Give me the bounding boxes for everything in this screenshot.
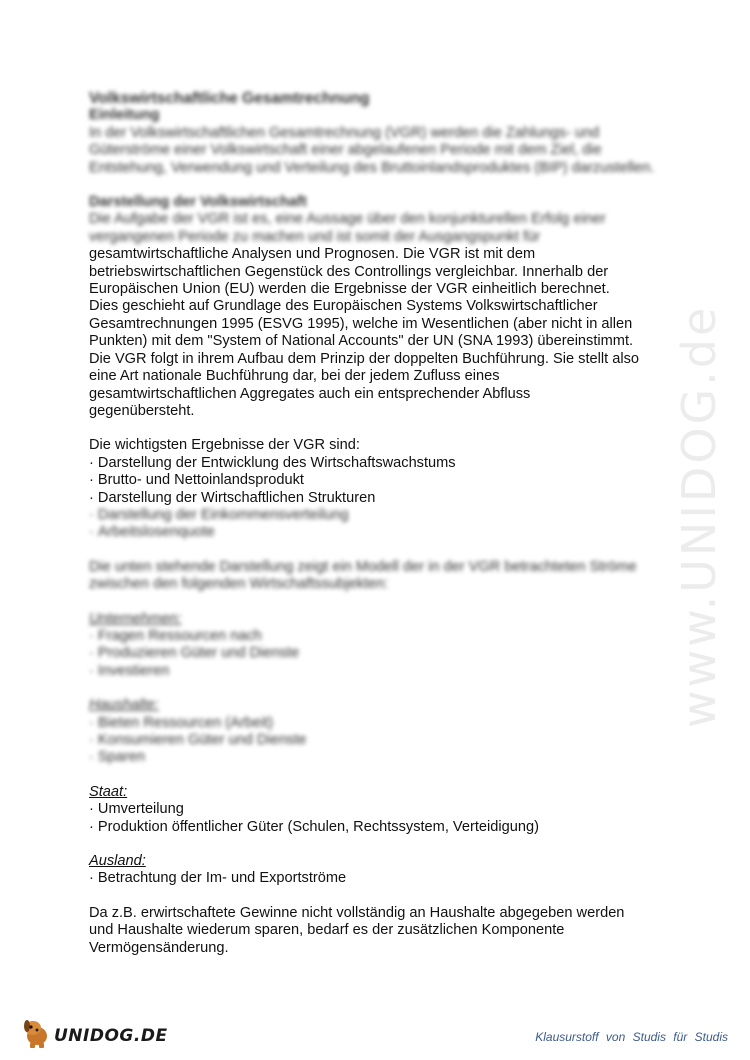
haushalte-item: · Sparen [89, 749, 659, 766]
section-line: eine Art nationale Buchführung dar, bei der jedem Zufluss eines [89, 368, 500, 385]
results-item: · Darstellung der Entwicklung des Wirtschaftswachstums [89, 455, 659, 472]
intro-heading: Einleitung [89, 107, 160, 124]
staat-item: · Produktion öffentlicher Güter (Schulen, Rechtssystem, Verteidigung) [89, 819, 659, 836]
section-text [89, 246, 659, 420]
section-line: Dies geschieht auf Grundlage des Europäischen Systems Volkswirtschaftlicher [89, 298, 598, 315]
intro-text: In der Volkswirtschaftlichen Gesamtrechnung (VGR) werden die Zahlungs- und Güterströme einer Volkswirtschaft einer abgelaufenen Periode mit dem Ziel, die Entstehung, Verwendung und Verteilung des Bruttoinlandsproduktes (BIP) darzustellen. [89, 124, 655, 176]
model-text: Die unten stehende Darstellung zeigt ein Modell der in der VGR betrachteten Ströme zwischen den folgenden Wirtschaftssubjekten: [89, 558, 637, 593]
section-line: Die VGR folgt in ihrem Aufbau dem Prinzip der doppelten Buchführung. Sie stellt also [89, 350, 640, 367]
results-item-blurred: · Arbeitslosenquote [89, 524, 659, 541]
dog-icon [20, 1016, 54, 1050]
results-item-blurred: · Darstellung der Einkommensverteilung [89, 507, 659, 524]
page-title: Volkswirtschaftliche Gesamtrechnung [89, 90, 370, 107]
section-line: Gesamtrechnungen 1995 (ESVG 1995), welche im Wesentlichen (aber nicht in allen [89, 315, 633, 332]
unternehmen-item: · Produzieren Güter und Dienste [89, 645, 659, 662]
closing-line: und Haushalte wiederum sparen, bedarf es der zusätzlichen Komponente [89, 922, 565, 939]
staat-item: · Umverteilung [89, 801, 659, 818]
blurred-lower-block [89, 507, 659, 767]
section-line: gesamtwirtschaftliche Analysen und Prognosen. Die VGR ist mit dem [89, 246, 536, 263]
section-heading: Darstellung der Volkswirtschaft [89, 194, 307, 211]
unternehmen-item: · Fragen Ressourcen nach [89, 628, 659, 645]
haushalte-item: · Konsumieren Güter und Dienste [89, 732, 659, 749]
ausland-item: · Betrachtung der Im- und Exportströme [89, 870, 659, 887]
closing-line: Vermögensänderung. [89, 939, 229, 956]
unidog-logo[interactable] [20, 1016, 168, 1050]
section-blurred-line: Die Aufgabe der VGR ist es, eine Aussage über den konjunkturellen Erfolg einer [89, 211, 606, 228]
section-line: Punkten) mit dem "System of National Accounts" der UN (SNA 1993) übereinstimmt. [89, 333, 634, 350]
document-body [89, 90, 659, 957]
closing-line: Da z.B. erwirtschaftete Gewinne nicht vollständig an Haushalte abgegeben werden [89, 904, 625, 921]
ausland-heading: Ausland: [89, 853, 146, 870]
haushalte-heading: Haushalte: [89, 697, 159, 714]
footer-tagline: Klausurstoff von Studis für Studis [535, 1030, 728, 1044]
section-line: gegenübersteht. [89, 402, 195, 419]
results-item: · Darstellung der Wirtschaftlichen Strukturen [89, 490, 659, 507]
haushalte-item: · Bieten Ressourcen (Arbeit) [89, 715, 659, 732]
logo-text: UNIDOG.DE [54, 1026, 168, 1046]
section-line: Europäischen Union (EU) werden die Ergebnisse der VGR einheitlich berechnet. [89, 281, 610, 298]
section-line: gesamtwirtschaftlichen Aggregates auch ein entsprechender Abfluss [89, 385, 531, 402]
staat-heading: Staat: [89, 783, 128, 800]
unternehmen-heading: Unternehmen: [89, 610, 182, 627]
blurred-header-block [89, 90, 659, 246]
results-item: · Brutto- und Nettoinlandsprodukt [89, 472, 659, 489]
section-line: betriebswirtschaftlichen Gegenstück des Controllings vergleichbar. Innerhalb der [89, 263, 609, 280]
watermark: www.UNIDOG.de [672, 304, 726, 728]
results-intro: Die wichtigsten Ergebnisse der VGR sind: [89, 437, 360, 454]
section-blurred-line: vergangenen Periode zu machen und ist somit der Ausgangspunkt für [89, 228, 541, 245]
unternehmen-item: · Investieren [89, 663, 659, 680]
